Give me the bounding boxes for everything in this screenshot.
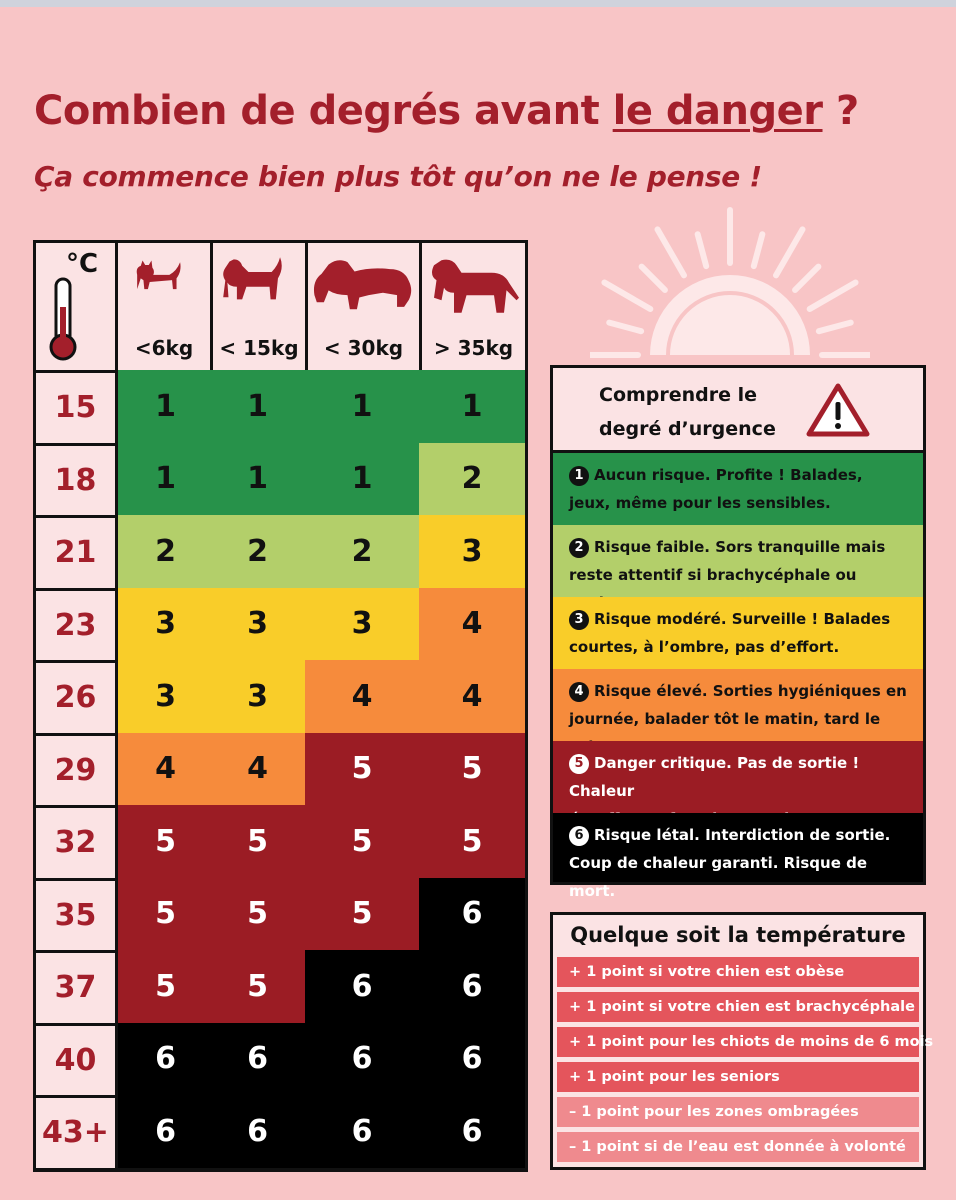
legend-title-line2: degré d’urgence — [599, 418, 776, 440]
level-cell: 6 — [419, 1095, 525, 1168]
level-cell: 1 — [210, 443, 305, 516]
level-cell: 4 — [419, 660, 525, 733]
dog-large-icon — [312, 255, 416, 314]
weight-label: < 30kg — [323, 336, 404, 360]
adjustments-box — [550, 912, 934, 1170]
level-cell: 6 — [118, 1023, 213, 1096]
adjustment-item: + 1 point pour les chiots de moins de 6 mois — [557, 1027, 919, 1057]
page-subtitle: Ça commence bien plus tôt qu’on ne le pense ! — [34, 160, 762, 193]
legend-line2: reste attentif si brachycéphale ou — [569, 566, 857, 584]
level-cell: 5 — [419, 805, 525, 878]
weight-header — [118, 243, 210, 370]
legend-line2: journée, balader tôt le matin, tard le — [569, 710, 881, 728]
legend-line1: Aucun risque. Profite ! Balades, — [594, 466, 863, 484]
level-number-badge: 6 — [569, 826, 589, 846]
warning-icon — [805, 382, 871, 438]
level-cell: 6 — [118, 1095, 213, 1168]
temperature-cell: 29 — [36, 736, 115, 806]
level-cell: 5 — [118, 950, 213, 1023]
level-cell: 2 — [118, 515, 213, 588]
level-cell: 6 — [419, 950, 525, 1023]
legend-item — [550, 597, 926, 669]
level-cell: 4 — [210, 733, 305, 806]
weight-header — [213, 243, 305, 370]
temperature-cell: 35 — [36, 881, 115, 951]
legend-line1: Risque élevé. Sorties hygiéniques en — [594, 682, 907, 700]
sun-icon — [590, 205, 870, 360]
level-cell: 1 — [118, 443, 213, 516]
temperature-cell: 40 — [36, 1026, 115, 1096]
temperature-cell: 26 — [36, 663, 115, 733]
level-cell: 1 — [210, 370, 305, 443]
temperature-cell: 23 — [36, 591, 115, 661]
level-cell: 1 — [305, 443, 419, 516]
level-cell: 6 — [305, 1095, 419, 1168]
dog-medium-icon — [219, 255, 299, 308]
legend-item — [550, 813, 926, 900]
temperature-cell: 43+ — [36, 1098, 115, 1168]
weight-header — [422, 243, 525, 370]
level-cell: 1 — [305, 370, 419, 443]
legend-line1: Risque faible. Sors tranquille mais — [594, 538, 886, 556]
level-number-badge: 2 — [569, 538, 589, 558]
level-cell: 6 — [305, 950, 419, 1023]
dog-small-icon — [130, 255, 198, 300]
level-cell: 3 — [118, 660, 213, 733]
level-cell: 5 — [305, 805, 419, 878]
adjustment-item: + 1 point si votre chien est brachycéphale — [557, 992, 919, 1022]
level-cell: 4 — [419, 588, 525, 661]
legend-item — [550, 453, 926, 525]
level-cell: 2 — [210, 515, 305, 588]
danger-table — [33, 240, 528, 1172]
celsius-label: °C — [66, 249, 99, 279]
legend-line1: Risque modéré. Surveille ! Balades — [594, 610, 891, 628]
legend-item — [550, 525, 926, 597]
level-cell: 5 — [210, 950, 305, 1023]
level-number-badge: 1 — [569, 466, 589, 486]
level-cell: 6 — [210, 1095, 305, 1168]
adjustment-item: + 1 point si votre chien est obèse — [557, 957, 919, 987]
legend-line2: jeux, même pour les sensibles. — [569, 494, 831, 512]
legend-header — [550, 365, 926, 453]
level-cell: 5 — [210, 878, 305, 951]
legend-line2: courtes, à l’ombre, pas d’effort. — [569, 638, 840, 656]
temperature-cell: 37 — [36, 953, 115, 1023]
level-cell: 1 — [118, 370, 213, 443]
urgency-legend — [550, 365, 926, 900]
dog-xlarge-icon — [426, 255, 521, 318]
temperature-cell: 18 — [36, 446, 115, 516]
level-cell: 3 — [305, 588, 419, 661]
level-cell: 3 — [419, 515, 525, 588]
level-number-badge: 4 — [569, 682, 589, 702]
level-cell: 4 — [305, 660, 419, 733]
level-cell: 4 — [118, 733, 213, 806]
level-number-badge: 5 — [569, 754, 589, 774]
level-number-badge: 3 — [569, 610, 589, 630]
adjustments-title: Quelque soit la température — [570, 923, 906, 947]
top-bar — [0, 0, 956, 7]
level-cell: 1 — [419, 370, 525, 443]
legend-item — [550, 669, 926, 741]
level-cell: 6 — [419, 878, 525, 951]
level-cell: 5 — [305, 733, 419, 806]
weight-label: > 35kg — [433, 336, 514, 360]
legend-line1: Danger critique. Pas de sortie ! Chaleur — [569, 754, 860, 800]
level-cell: 6 — [419, 1023, 525, 1096]
level-cell: 5 — [419, 733, 525, 806]
temperature-cell: 32 — [36, 808, 115, 878]
legend-title-line1: Comprendre le — [599, 384, 758, 406]
temperature-header — [36, 243, 115, 370]
level-cell: 5 — [305, 878, 419, 951]
adjustment-item: – 1 point si de l’eau est donnée à volonté — [557, 1132, 919, 1162]
level-cell: 2 — [419, 443, 525, 516]
level-cell: 2 — [305, 515, 419, 588]
weight-header — [308, 243, 419, 370]
weight-label: <6kg — [134, 336, 194, 360]
level-cell: 3 — [210, 588, 305, 661]
temperature-cell: 15 — [36, 373, 115, 443]
adjustment-item: + 1 point pour les seniors — [557, 1062, 919, 1092]
level-cell: 5 — [118, 805, 213, 878]
adjustment-item: – 1 point pour les zones ombragées — [557, 1097, 919, 1127]
level-cell: 5 — [210, 805, 305, 878]
page-title: Combien de degrés avant le danger ? — [34, 88, 859, 134]
temperature-cell: 21 — [36, 518, 115, 588]
level-cell: 5 — [118, 878, 213, 951]
weight-label: < 15kg — [219, 336, 299, 360]
legend-line1: Risque létal. Interdiction de sortie. — [594, 826, 891, 844]
level-cell: 3 — [210, 660, 305, 733]
legend-item — [550, 741, 926, 813]
legend-line2: Coup de chaleur garanti. Risque de mort. — [569, 854, 868, 900]
level-cell: 6 — [305, 1023, 419, 1096]
level-cell: 3 — [118, 588, 213, 661]
level-cell: 6 — [210, 1023, 305, 1096]
